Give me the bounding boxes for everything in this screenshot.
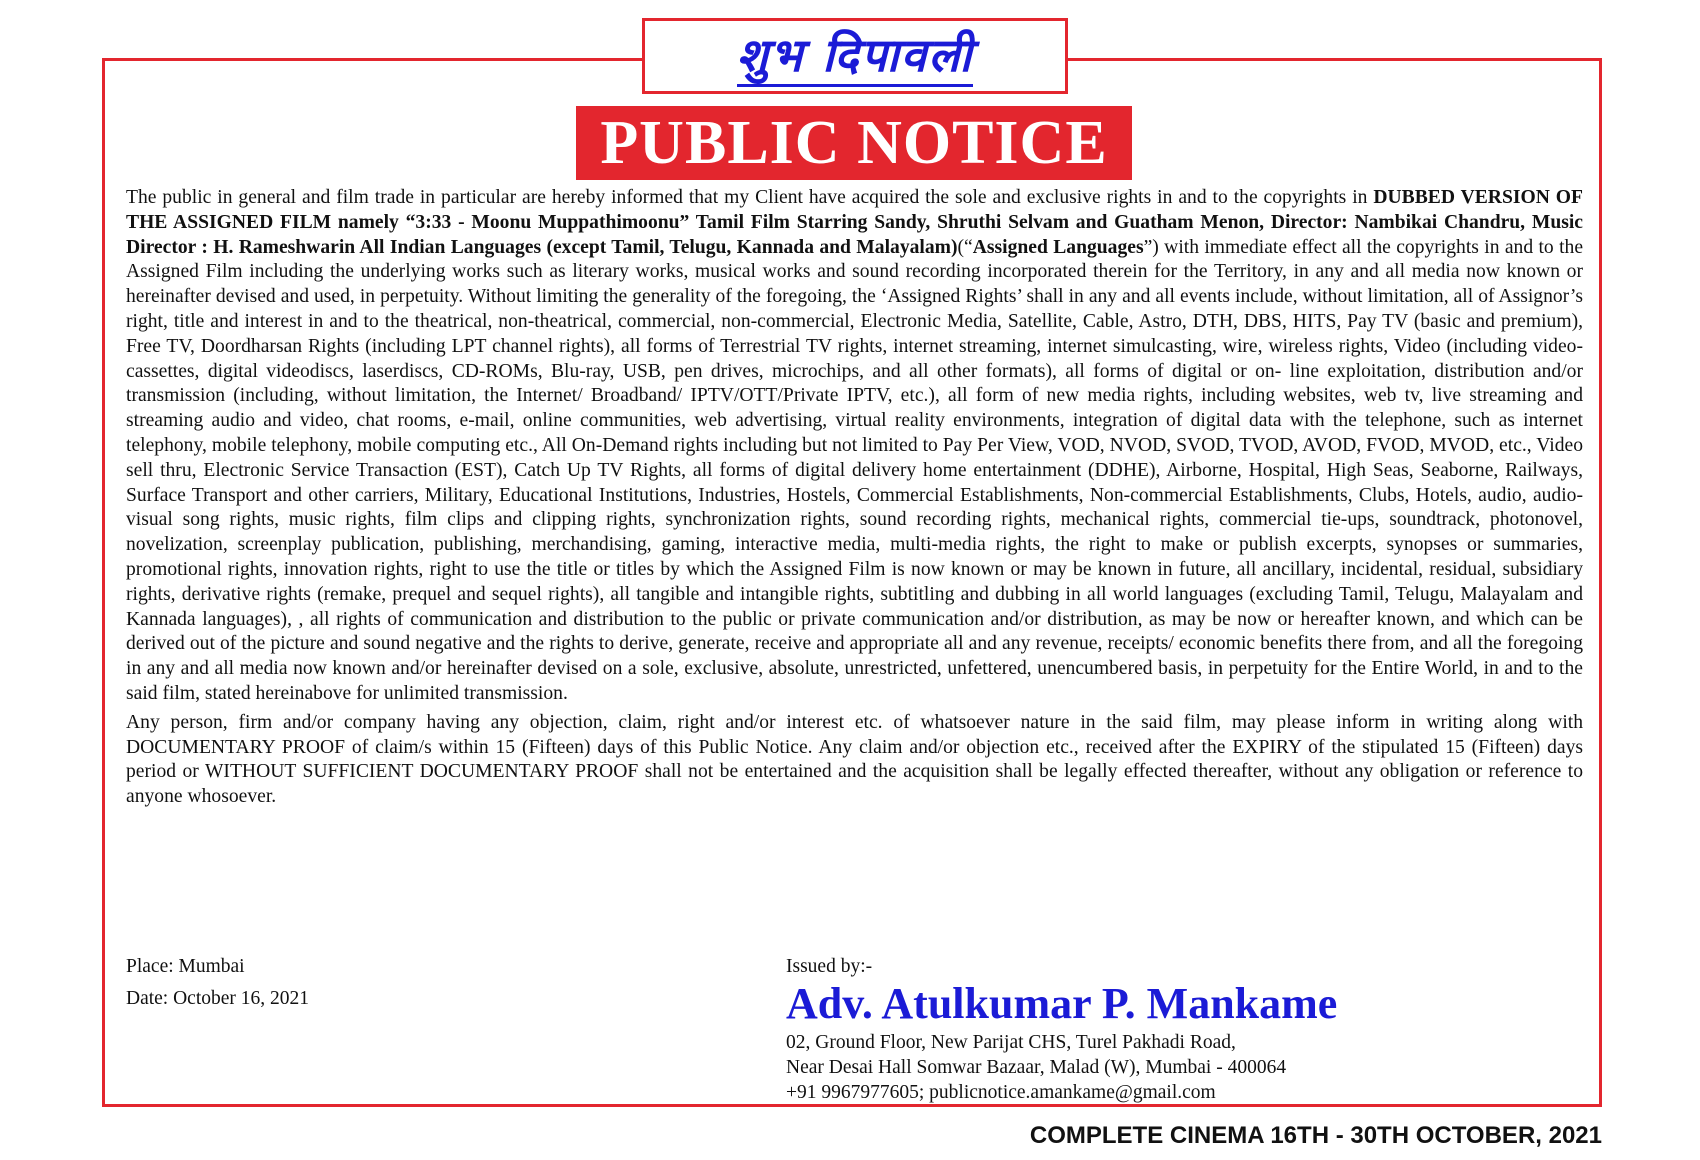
diwali-greeting: शुभ दिपावली xyxy=(737,26,974,87)
notice-paragraph-2: Any person, firm and/or company having any objection, claim, right and/or interest etc. of whatsoever nature in the said film, may please inform in writing along with DOCUMENTARY PROOF of claim/s within 15 (Fifteen) days of this Public Notice. Any claim and/or objection etc., received after the EXPIRY of the stipulated 15 (Fifteen) days period or WITHOUT SUFFICIENT DOCUMENTARY PROOF shall not be entertained and the acquisition shall be legally effected thereafter, without any obligation or reference to anyone whosoever. xyxy=(126,711,1583,808)
public-notice-title: PUBLIC NOTICE xyxy=(576,106,1132,180)
issued-by-label: Issued by:- xyxy=(786,956,873,977)
advocate-name: Adv. Atulkumar P. Mankame xyxy=(786,979,1338,1028)
notice-paragraph-1: The public in general and film trade in particular are hereby informed that my Client have acquired the sole and exclusive rights in and to the copyrights in DUBBED VERSION OF THE ASSIGNED FILM namely “3:33 - Moonu Muppathimoonu” Tamil Film Starring Sandy, Shruthi Selvam and Guatham Menon, Director: Nambikai Chandru, Music Director : H. Rameshwarin All Indian Languages (except Tamil, Telugu, Kannada and Malayalam)(“Assigned Languages”) with immediate effect all the copyrights in and to the Assigned Film including the underlying works such as literary works, musical works and sound recording incorporated therein for the Territory, in any and all media now known or hereinafter devised and used, in perpetuity. Without limiting the generality of the foregoing, the ‘Assigned Rights’ shall in any and all events include, without limitation, all of Assignor’s right, title and interest in and to the theatrical, non-theatrical, commercial, non-commercial, Electronic Media, Satellite, Cable, Astro, DTH, DBS, HITS, Pay TV (basic and premium), Free TV, Doordharsan Rights (including LPT channel rights), all forms of Terrestrial TV rights, internet streaming, internet simulcasting, wire, wireless rights, Video (including video-cassettes, digital videodiscs, laserdiscs, CD-ROMs, Blu-ray, USB, pen drives, microchips, and all other formats), all forms of digital or on- line exploitation, distribution and/or transmission (including, without limitation, the Internet/ Broadband/ IPTV/OTT/Private IPTV, etc.), all form of new media rights, including websites, web tv, live streaming and streaming audio and video, chat rooms, e-mail, online communities, web advertising, virtual reality environments, integration of digital data with the telephone, such as internet telephony, mobile telephony, mobile computing etc., All On-Demand rights including but not limited to Pay Per View, VOD, NVOD, SVOD, TVOD, AVOD, FVOD, MVOD, etc., Video sell thru, Electronic Service Transaction (EST), Catch Up TV Rights, all forms of digital delivery home entertainment (DDHE), Airborne, Hospital, High Seas, Seaborne, Railways, Surface Transport and other carriers, Military, Educational Institutions, Industries, Hostels, Commercial Establishments, Non-commercial Establishments, Clubs, Hotels, audio, audio-visual song rights, music rights, film clips and clipping rights, synchronization rights, sound recording rights, mechanical rights, commercial tie-ups, soundtrack, photonovel, novelization, screenplay publication, publishing, merchandising, gaming, interactive media, multi-media rights, the right to make or publish excerpts, synopses or summaries, promotional rights, innovation rights, right to use the title or titles by which the Assigned Film is now known or may be known in future, all ancillary, incidental, residual, subsidiary rights, derivative rights (remake, prequel and sequel rights), all tangible and intangible rights, subtitling and dubbing in all world languages (excluding Tamil, Telugu, Malayalam and Kannada languages), , all rights of communication and distribution to the public or private communication and/or distribution, as may be now or hereafter known, and which can be derived out of the picture and sound negative and the rights to derive, generate, receive and appropriate all and any revenue, receipts/ economic benefits there from, and all the foregoing in any and all media now known and/or hereinafter devised on a sole, exclusive, absolute, unrestricted, unfettered, unencumbered basis, in perpetuity for the Entire World, in and to the said film, stated hereinabove for unlimited transmission. xyxy=(126,187,1584,704)
film-details: DUBBED VERSION OF THE ASSIGNED FILM namely “3:33 - Moonu Muppathimoonu” Tamil Film Starring Sandy, Shruthi Selvam and Guatham Menon, Director: Nambikai Chandru, Music Director : H. Rameshwarin All Indian Languages (except Tamil, Telugu, Kannada and Malayalam) xyxy=(126,187,1583,258)
address-line-1: 02, Ground Floor, New Parijat CHS, Turel Pakhadi Road, xyxy=(786,1032,1236,1053)
date-label: Date: October 16, 2021 xyxy=(126,988,310,1009)
address-line-2: Near Desai Hall Somwar Bazaar, Malad (W), Mumbai - 400064 xyxy=(786,1057,1287,1078)
assigned-languages-term: Assigned Languages xyxy=(972,236,1144,258)
notice-body xyxy=(126,186,1583,814)
place-label: Place: Mumbai xyxy=(126,956,245,977)
contact-line: +91 9967977605; publicnotice.amankame@gmail.com xyxy=(786,1082,1216,1103)
diwali-greeting-box xyxy=(642,18,1068,94)
publication-footer: COMPLETE CINEMA 16TH - 30TH OCTOBER, 2021 xyxy=(1029,1122,1602,1149)
